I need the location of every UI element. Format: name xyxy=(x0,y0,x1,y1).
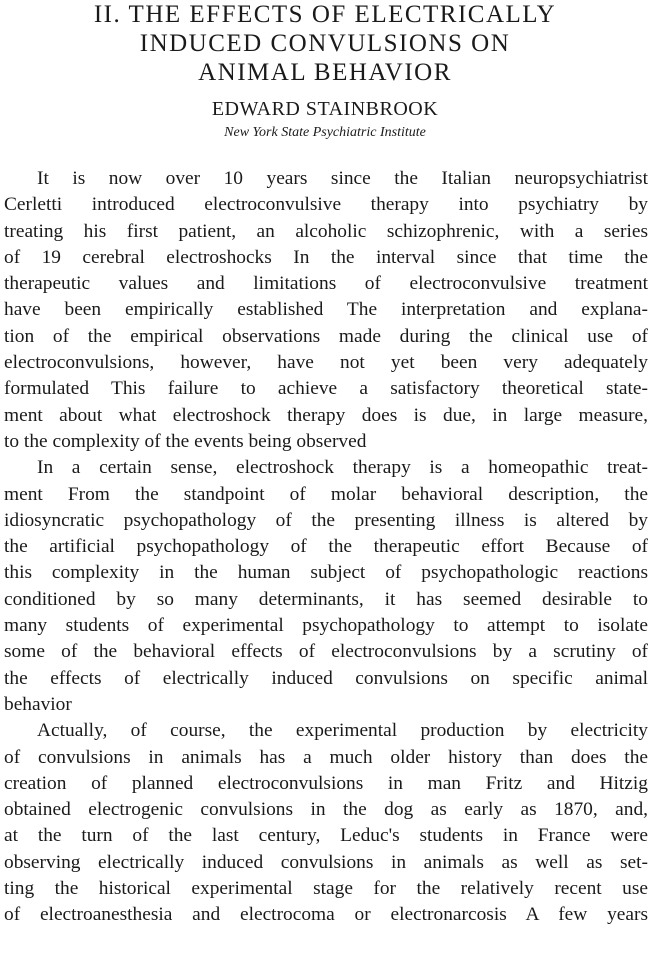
text-line: of convulsions in animals has a much older history than does the xyxy=(4,746,648,768)
text-line: creation of planned electroconvulsions in man Fritz and Hitzig xyxy=(4,772,648,794)
text-line: observing electrically induced convulsions in animals as well as set- xyxy=(4,851,648,873)
article-title xyxy=(0,0,650,87)
text-line: conditioned by so many determinants, it has seemed desirable to xyxy=(4,588,648,610)
text-line: Cerletti introduced electroconvulsive therapy into psychiatry by xyxy=(4,194,648,216)
author-name: EDWARD STAINBROOK xyxy=(211,98,439,120)
text-line: In a certain sense, electroshock therapy is a homeopathic treat- xyxy=(37,457,648,479)
text-line: formulated This failure to achieve a satisfactory theoretical state- xyxy=(4,378,648,400)
text-line: ment about what electroshock therapy does is due, in large measure, xyxy=(4,404,648,426)
text-line: the effects of electrically induced convulsions on specific animal xyxy=(4,667,648,689)
text-line: at the turn of the last century, Leduc's students in France were xyxy=(4,825,648,847)
text-line: obtained electrogenic convulsions in the dog as early as 1870, and, xyxy=(4,799,648,821)
text-line: electroconvulsions, however, have not yet been very adequately xyxy=(4,352,648,374)
text-line: tion of the empirical observations made during the clinical use of xyxy=(4,325,648,347)
text-line: It is now over 10 years since the Italian neuropsychiatrist xyxy=(37,168,648,189)
text-line: many students of experimental psychopathology to attempt to isolate xyxy=(4,615,648,637)
text-line: ment From the standpoint of molar behavioral description, the xyxy=(4,483,648,505)
text-line: of electroanesthesia and electrocoma or electronarcosis A few years xyxy=(4,904,648,926)
text-line: ting the historical experimental stage for the relatively recent use xyxy=(4,878,648,900)
text-line: of 19 cerebral electroshocks In the interval since that time the xyxy=(4,246,648,268)
text-line: idiosyncratic psychopathology of the presenting illness is altered by xyxy=(4,509,648,531)
text-line: the artificial psychopathology of the therapeutic effort Because of xyxy=(4,536,648,558)
text-line: to the complexity of the events being observed xyxy=(4,430,367,452)
text-line: have been empirically established The interpretation and explana- xyxy=(4,299,648,321)
title-line: ANIMAL BEHAVIOR xyxy=(198,59,452,86)
text-line: behavior xyxy=(4,693,72,715)
body-text xyxy=(4,166,648,929)
text-line: this complexity in the human subject of psychopathologic reactions xyxy=(4,562,648,584)
title-line: INDUCED CONVULSIONS ON xyxy=(139,30,511,57)
text-line: some of the behavioral effects of electroconvulsions by a scrutiny of xyxy=(4,641,648,663)
author-affiliation: New York State Psychiatric Institute xyxy=(224,125,426,140)
text-line: treating his first patient, an alcoholic schizophrenic, with a series xyxy=(4,220,648,242)
title-line: II. THE EFFECTS OF ELECTRICALLY xyxy=(93,1,557,28)
text-line: therapeutic values and limitations of electroconvulsive treatment xyxy=(4,273,648,295)
text-line: Actually, of course, the experimental production by electricity xyxy=(37,720,648,742)
